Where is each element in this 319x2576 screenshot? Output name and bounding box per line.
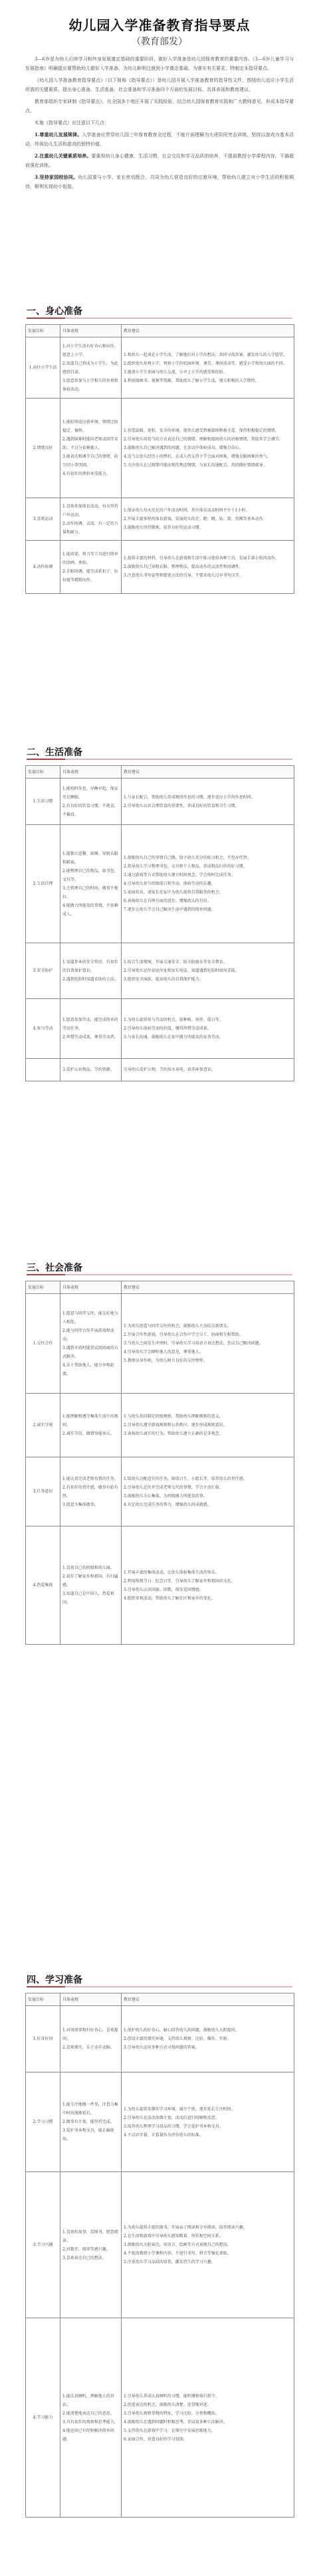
intro-point-text: 入学准备应贯穿幼儿园三年保育教育全过程，不能片面理解为大班阶段突击训练，坚持以游戏为基本活动，珍视幼儿生活和游戏的独特价值。: [25, 132, 294, 147]
advice-item: 5.关注幼儿在过渡期可能出现的焦虑情绪，与家长沟通配合，共同做好情绪疏导。: [124, 463, 267, 468]
column-header: 教育建议: [122, 1281, 294, 1294]
shows-item: 1.对周围事物有好奇心，喜欢提问。: [62, 2028, 118, 2041]
advice-item: 1.给幼儿分配适宜的任务，如值日生、小组长等，培养幼儿的责任感。: [124, 1476, 247, 1481]
shows-cell: [60, 825, 122, 943]
goal-cell: 3.学习兴趣: [26, 2172, 60, 2318]
advice-item: 1.鼓励幼儿自己的事情自己做，给予幼儿充分的练习机会，不包办代替。: [124, 856, 251, 860]
advice-item: 1.保证幼儿每天充足的户外活动时间，其中体育活动时间不少于1小时。: [124, 508, 250, 513]
goal-cell: 3.安全防护: [26, 943, 60, 999]
shows-cell: [60, 779, 122, 825]
table-row: [26, 2318, 294, 2518]
advice-item: 1.保护幼儿的好奇心，耐心回答幼儿的问题，鼓励幼儿大胆提问。: [124, 2028, 239, 2033]
shows-item: 1.愿意参加劳动，能完成简单的劳动任务。: [62, 1018, 118, 1031]
shows-item: 2.遇到危险时知道求助的方法。: [62, 977, 118, 982]
intro-point-lead: 3.坚持家园校协同。: [35, 174, 78, 180]
table-header-row: [26, 1281, 294, 1294]
shows-cell: [60, 399, 122, 498]
advice-cell: [122, 779, 294, 825]
advice-item: 2.引导幼儿用恰当的方式表达自己的情绪，理解和接纳幼儿的消极情绪，帮助其学会调节。: [124, 437, 283, 442]
shows-item: 3.具有初步的观察和思考能力。: [62, 2419, 118, 2425]
advice-cell: [122, 498, 294, 541]
advice-cell: [122, 399, 294, 498]
advice-item: 4.利用图画书、视频等资源，帮助幼儿了解小学生活，建立积极的入学期待。: [124, 378, 259, 383]
advice-item: 2.开展丰富多样的体育游戏，发展幼儿的走、跑、跳、钻、爬、投掷等基本动作。: [124, 517, 267, 521]
goal-cell: 4.参与劳动: [26, 999, 60, 1059]
advice-cell: [122, 825, 294, 943]
advice-item: 3.鼓励幼儿关心集体，为班级做力所能及的事。: [124, 1493, 207, 1499]
page-title: 幼儿园入学准备教育指导要点: [68, 17, 251, 33]
goal-cell: 3.任务意识: [26, 1457, 60, 1526]
shows-item: 2.知道自己将成为小学生，为此感到自豪。: [62, 361, 118, 375]
advice-item: 2.利用传统节日、纪念日等，引导幼儿了解家乡和祖国的文化。: [124, 1578, 235, 1584]
column-header: 发展目标: [26, 1993, 60, 2006]
shows-item: 2.有良好的饮食习惯，不挑食，不偏食。: [62, 803, 118, 817]
table-row: [26, 825, 294, 943]
advice-cell: [122, 1526, 294, 1645]
table-header-row: [26, 1993, 294, 2006]
shows-item: 1.喜欢自己的班级和幼儿园。: [62, 1566, 114, 1570]
table-row: [26, 999, 294, 1059]
shows-item: 4.乐于帮助他人，能分享和轮流。: [62, 1362, 114, 1376]
shows-item: 3.爱护公共物品，节约资源。: [62, 1067, 114, 1072]
advice-cell: [122, 1394, 294, 1457]
shows-cell: [60, 2072, 122, 2172]
column-header: 教育建议: [122, 1993, 294, 2006]
goal-cell: 2.诚实守规: [26, 1394, 60, 1457]
shows-item: 1.知道基本的安全常识，有初步的自我保护意识。: [62, 960, 118, 973]
shows-item: 2.珍惜劳动成果，尊重劳动者。: [62, 1035, 118, 1040]
advice-item: 6.家园合作，营造良好的学习氛围。: [124, 2437, 187, 2442]
shows-item: 1.能认真完成老师布置的任务。: [62, 1476, 118, 1481]
advice-item: 2.鼓励幼儿自己穿脱衣服、整理物品，提高动作的灵活性和协调性。: [124, 565, 243, 569]
advice-cell: [122, 999, 294, 1059]
advice-item: 2.在生活和游戏中引导幼儿感知数量、形状和空间关系。: [124, 2234, 223, 2239]
advice-cell: [122, 2072, 294, 2172]
shows-item: 2.诚实守信，做错事能承认。: [62, 1431, 114, 1436]
shows-item: 1.能按时作息，早睡早起，保证充足睡眠。: [62, 786, 118, 800]
page-subtitle: （教育部发）: [132, 37, 187, 47]
intro-point: [25, 173, 294, 191]
column-header: 发展目标: [26, 766, 60, 779]
goal-cell: 4.学习能力: [26, 2318, 60, 2518]
advice-cell: [122, 337, 294, 399]
advice-cell: [122, 1059, 294, 1081]
shows-cell: [60, 1294, 122, 1394]
goal-cell: 1.生活习惯: [26, 779, 60, 825]
shows-cell: [60, 999, 122, 1059]
shows-cell: [60, 2318, 122, 2518]
intro-paragraph: 《幼儿园入学准备教育指导要点》（以下简称《指导要点》）是幼儿园开展入学准备教育的指导性文件，围绕幼儿适应小学生活所需的关键素质，提出身心准备、生活准备、社会准备和学习准备四个方面的发展目标、具体表现和教育建议。: [25, 78, 294, 92]
advice-cell: [122, 2318, 294, 2518]
goal-cell: 3.喜欢运动: [26, 498, 60, 541]
table-row: [26, 1457, 294, 1526]
column-header: 具体表现: [60, 1281, 122, 1294]
intro-point-lead: 1.尊重幼儿发展规律。: [35, 132, 82, 138]
intro: [25, 54, 294, 194]
advice-item: 1.为幼儿提供丰富的图书，开展亲子阅读和分享阅读，培养阅读兴趣。: [124, 2225, 247, 2230]
section-divider: [27, 759, 292, 760]
advice-item: 2.开展合作性游戏，引导幼儿在合作中学会分工、协商和互相帮助。: [124, 1333, 243, 1337]
shows-item: 2.遇到困难时能向老师或同伴求助，不过分依赖他人。: [62, 437, 118, 450]
shows-item: 2.有初步的责任感，做事有始有终。: [62, 1485, 118, 1499]
advice-cell: [122, 2006, 294, 2072]
table-header-row: [26, 325, 294, 337]
section-heading: 三、社会准备: [27, 1263, 82, 1273]
advice-item: 1.和幼儿一起谈论小学生活，了解他们对小学的想法，共同寻找答案，激发幼儿的入学愿望。: [124, 352, 287, 357]
table-row: [26, 779, 294, 825]
shows-item: 2.能整理自己的物品，如书包、文具等。: [62, 868, 118, 882]
guidance-table: [25, 1281, 294, 1645]
shows-item: 3.知道自己是中国人，热爱祖国。: [62, 1592, 114, 1605]
advice-item: 3.鼓励幼儿自己解决遇到的问题，在尝试中体验成功，增强自信心。: [124, 446, 243, 450]
column-header: 教育建议: [122, 325, 294, 337]
goal-cell: 2.学习习惯: [26, 2072, 60, 2172]
advice-item: 2.创设丰富的探究环境，支持幼儿观察、比较、操作、实验。: [124, 2037, 231, 2041]
advice-cell: [122, 541, 294, 594]
advice-item: 3.表扬幼儿诚实的行为，帮助幼儿建立正确的是非观念。: [124, 1431, 223, 1436]
advice-cell: [122, 943, 294, 999]
goal-cell: 1.交往合作: [26, 1294, 60, 1394]
shows-item: 3.会管理自己的时间，做事不拖拉。: [62, 885, 118, 899]
section-divider: [27, 1986, 292, 1987]
shows-item: 1.能专注地做一件事，注意力集中时间逐渐延长。: [62, 2102, 118, 2116]
guidance-table: [25, 765, 294, 1081]
shows-cell: [60, 1526, 122, 1645]
section-heading: 四、学习准备: [27, 1975, 82, 1985]
shows-item: 2.喜欢探究，乐于动手动脑。: [62, 2045, 114, 2050]
shows-item: 1.能认真倾听，理解他人的讲话。: [62, 2393, 114, 2407]
advice-item: 4.肯定幼儿完成任务的努力，增强幼儿的成就感。: [124, 1502, 211, 1507]
advice-item: 2.组织幼儿参观小学，观察小学的校园环境、课堂、课间活动等，感受小学和幼儿园的不同。: [124, 361, 287, 366]
goal-cell: 4.热爱集体: [26, 1526, 60, 1645]
shows-item: 3.遇到矛盾时能尝试用协商的方式解决。: [62, 1345, 118, 1359]
advice-item: 1.结合生活情境，开展交通安全、防火防溺水等安全教育。: [124, 960, 227, 965]
advice-cell: [122, 1294, 294, 1394]
intro-point: [25, 130, 294, 149]
advice-item: 3.引导幼儿观察事物的特征，学习比较、分类和概括。: [124, 2411, 219, 2416]
shows-item: 2.对数字、图形等感兴趣。: [62, 2247, 110, 2252]
advice-item: 1.开展丰富的集体活动，让幼儿体验集体生活的快乐。: [124, 1570, 219, 1575]
goal-cell: 1.向往小学生活: [26, 337, 60, 399]
advice-item: 2.引导幼儿记住家庭住址和家长电话，知道遇到危险时如何求助。: [124, 968, 239, 973]
advice-item: 5.注重幼儿学习品质的培养，激发持久的学习兴趣。: [124, 2260, 215, 2264]
table-row: [26, 1526, 294, 1645]
shows-item: 1.对小学生活有好奇心和向往，愿意上小学。: [62, 343, 118, 357]
advice-item: 1.提供丰富的材料，引导幼儿在游戏和生活中练习使用各种工具，发展手部小肌肉动作。: [124, 556, 279, 561]
advice-item: 1.与家长配合，帮助幼儿养成规律作息的习惯，逐步适应小学的作息时间。: [124, 794, 255, 800]
shows-item: 2.动作协调、灵活，有一定的力量和耐力。: [62, 521, 118, 535]
shows-item: 2.能与同伴合作开展游戏和活动。: [62, 1328, 114, 1342]
shows-item: 2.手眼协调，能完成系扣子、拉拉链等精细动作。: [62, 569, 118, 583]
shows-item: 4.有初步的挫折承受能力。: [62, 472, 110, 476]
section-divider: [27, 318, 292, 319]
advice-item: 2.创造表达的机会，鼓励幼儿清楚、连贯地讲述。: [124, 2402, 211, 2407]
shows-item: 1.喜欢参加体育活动，每天坚持户外运动。: [62, 504, 118, 517]
shows-cell: [60, 1457, 122, 1526]
table-row: [26, 399, 294, 498]
advice-item: 1.为幼儿创造与同伴交往的机会，鼓励幼儿主动结交新朋友。: [124, 1324, 231, 1329]
shows-item: 3.能表达和调节自己的情绪，较少因小事哭闹。: [62, 454, 118, 468]
advice-item: 3.组织安全演练，提高幼儿的自我保护能力。: [124, 977, 203, 982]
advice-item: 5.家园共育，请家长在家中为幼儿提供自我服务的机会。: [124, 890, 223, 895]
shows-cell: [60, 2006, 122, 2072]
advice-item: 4.不提前教授小学课程内容，不进行书写、拼音等强化训练。: [124, 2251, 231, 2256]
advice-item: 1.营造温暖、宽松、安全的环境，使幼儿感受到被接纳和被关爱，保持积极稳定的情绪。: [124, 428, 279, 433]
table-row: [26, 498, 294, 541]
intro-point-text: 幼儿园要与小学、家长密切配合，共同为幼儿营造良好的过渡环境，帮助幼儿建立对小学生活的积极期待，顺利实现幼小衔接。: [25, 175, 294, 189]
intro-paragraph: 3—6岁是为幼儿后续学习和终身发展奠定基础的重要阶段，做好入学准备是幼儿园保育教育的重要内容。《3—6岁儿童学习与发展指南》明确提出要帮助幼儿做好入学准备，为幼儿顺利过渡到小学奠定基础。为落实有关要求，特制定本指导要点。: [25, 56, 294, 71]
section-divider: [27, 1274, 292, 1275]
table-row: [26, 1394, 294, 1457]
shows-item: 2.做事有计划，能坚持完成。: [62, 2120, 114, 2124]
table-header-row: [26, 766, 294, 779]
shows-item: 1.喜欢听故事、看图书，愿意阅读。: [62, 2229, 118, 2243]
intro-point-lead: 2.注重幼儿关键素质培养。: [35, 153, 92, 159]
table-row: [26, 2072, 294, 2172]
advice-item: 2.引导幼儿体验劳动的价值，懂得珍惜劳动成果。: [124, 1026, 211, 1031]
shows-item: 3.愿意参加与小学相关的参观和体验活动。: [62, 378, 118, 392]
intro-point: [25, 151, 294, 170]
shows-cell: [60, 2172, 122, 2318]
advice-item: 4.组织参观活动，帮助幼儿了解社区和家乡的变化。: [124, 1596, 215, 1601]
intro-paragraph: 教育部组织专家研制《指导要点》，在全国多个地区开展了实践检验，结合幼儿园保育教育实践和广大教师意见，形成本指导要点。: [25, 99, 294, 114]
advice-item: 6.表扬幼儿在自理方面的进步，增强幼儿的自信。: [124, 899, 211, 903]
column-header: 具体表现: [60, 766, 122, 779]
advice-item: 1.引导幼儿养成认真倾听的习惯，能听懂和执行指令。: [124, 2393, 219, 2399]
advice-item: 3.引导幼儿运用多种方式寻找问题的答案。: [124, 2045, 199, 2050]
shows-item: 1.能独立进餐、如厕、穿脱衣服和鞋袜。: [62, 851, 118, 865]
advice-item: 引导幼儿爱护公物，节约用水用电，培养环保意识。: [124, 1067, 216, 1072]
shows-item: 3.愿意为集体做事。: [62, 1502, 98, 1507]
advice-item: 3.注意幼儿书写姿势和握笔方法的引导，不要求幼儿过早书写汉字。: [124, 573, 243, 578]
intro-paragraph: 实施《指导要点》应注意以下几点：: [35, 120, 109, 126]
advice-item: 1.为幼儿提供安静的学习环境，减少干扰，逐步延长专注时间。: [124, 2106, 235, 2112]
advice-item: 4.引导幼儿学会倾听他人的意见，尊重他人。: [124, 1350, 203, 1354]
shows-cell: [60, 1059, 122, 1081]
advice-item: 2.引导幼儿记住并完成老师交代的事情，学会主动汇报。: [124, 1485, 223, 1490]
advice-item: 3.鼓励幼儿大胆表达，用语言、绘画等方式表现自己的想法。: [124, 2243, 231, 2247]
advice-item: 5.支持幼儿在游戏中学习，在探究中发展思维能力。: [124, 2428, 215, 2433]
shows-item: 4.能运用已有经验解决简单问题。: [62, 2428, 114, 2442]
goal-cell: 2.情绪良好: [26, 399, 60, 498]
advice-item: 3.与家长沟通，鼓励幼儿在家中做力所能及的家务劳动。: [124, 1035, 223, 1040]
table-row: [26, 337, 294, 399]
shows-item: 2.初步了解家乡和祖国，有归属感。: [62, 1574, 118, 1588]
advice-item: 5.教师以身作则，为幼儿树立良好的交往榜样。: [124, 1358, 207, 1363]
shows-item: 2.能清楚地表达自己的意思。: [62, 2411, 114, 2416]
goal-cell: 1.好奇好问: [26, 2006, 60, 2072]
section-heading: 一、身心准备: [27, 306, 82, 317]
advice-cell: [122, 1457, 294, 1526]
table-row: [26, 2006, 294, 2072]
advice-item: 3.培养幼儿整理学习用品的习惯，学会爱护书本和文具。: [124, 2124, 223, 2129]
shows-cell: [60, 943, 122, 999]
shows-item: 1.能理解和遵守集体生活中的规则。: [62, 1414, 118, 1427]
advice-item: 2.引导幼儿在活动前做计划，活动后进行回顾和反思。: [124, 2115, 219, 2120]
shows-cell: [60, 541, 122, 594]
intro-point-text: 要重视幼儿身心健康、生活习惯、社会交往和学习品质的培养，不提前教授小学课程内容，不搞超前强化训练。: [25, 153, 294, 168]
shows-item: 1.能用笔、剪刀等工具进行简单的涂画、剪贴。: [62, 551, 118, 565]
advice-cell: [122, 2172, 294, 2318]
guidance-table: [25, 324, 294, 594]
table-row: [26, 2172, 294, 2318]
shows-cell: [60, 498, 122, 541]
shows-item: 1.愿意与同伴交往，能友好地与人相处。: [62, 1311, 118, 1325]
advice-item: 3.邀请小学生来园与幼儿交流，分享上小学的感受和经验。: [124, 369, 227, 375]
goal-cell: [26, 1059, 60, 1081]
column-header: 发展目标: [26, 325, 60, 337]
advice-item: 3.鼓励幼儿坚持锻炼，培养良好的运动习惯。: [124, 525, 203, 530]
column-header: 具体表现: [60, 325, 122, 337]
goal-cell: 4.动作协调: [26, 541, 60, 594]
shows-cell: [60, 1394, 122, 1457]
column-header: 发展目标: [26, 1281, 60, 1294]
goal-cell: 2.生活自理: [26, 825, 60, 943]
advice-item: 3.通过游戏等方式帮助幼儿建立时间观念，学会按时完成任务。: [124, 873, 235, 877]
shows-item: 1.能较快适应新环境，情绪比较稳定、愉快。: [62, 420, 118, 433]
guidance-table: [25, 1993, 294, 2518]
table-row: [26, 541, 294, 594]
advice-item: 3.当幼儿之间发生冲突时，引导幼儿学习用语言表达想法，尝试自己解决问题。: [124, 1341, 263, 1346]
advice-item: 4.不以识字量、计算量作为评价幼儿的标准。: [124, 2132, 203, 2138]
advice-item: 3.引导幼儿认识国旗、国歌，萌发爱国情感。: [124, 1587, 203, 1592]
advice-item: 1.为幼儿提供参与劳动的机会，如种植、饲养、值日等。: [124, 1018, 223, 1022]
table-row: [26, 943, 294, 999]
shows-item: 4.能做力所能及的事情，不依赖成人。: [62, 903, 118, 917]
advice-item: 4.适当让幼儿经历小的挫折，在成人的支持下学会面对困难，增强克服困难的勇气。: [124, 454, 271, 459]
shows-item: 3.爱护书本和文具，能正确使用。: [62, 2128, 114, 2142]
advice-item: 1.与幼儿共同制定班级规则，帮助幼儿理解规则的意义。: [124, 1414, 223, 1419]
table-row: [26, 1294, 294, 1394]
advice-item: 4.鼓励幼儿在遇到问题时积极思考，尝试用多种方法解决。: [124, 2419, 227, 2425]
table-row: [26, 1059, 294, 1081]
shows-cell: [60, 337, 122, 399]
advice-item: 2.引导幼儿遵守游戏规则和公共秩序，逐步形成规则意识。: [124, 1423, 227, 1427]
column-header: 教育建议: [122, 766, 294, 779]
advice-item: 7.逐步让幼儿学会自己解决生活中遇到的简单问题。: [124, 907, 215, 912]
shows-item: 3.喜欢表达自己的想法。: [62, 2255, 106, 2260]
advice-item: 4.引导幼儿参与班级值日和劳动，体验劳动的乐趣。: [124, 881, 215, 886]
advice-item: 2.指导幼儿学习整理书包、文具和个人物品，养成物品归位的好习惯。: [124, 864, 247, 869]
column-header: 具体表现: [60, 1993, 122, 2006]
section-heading: 二、生活准备: [27, 747, 82, 758]
advice-item: 2.引导幼儿认识合理饮食的重要性，养成良好的饮食和卫生习惯。: [124, 803, 239, 808]
